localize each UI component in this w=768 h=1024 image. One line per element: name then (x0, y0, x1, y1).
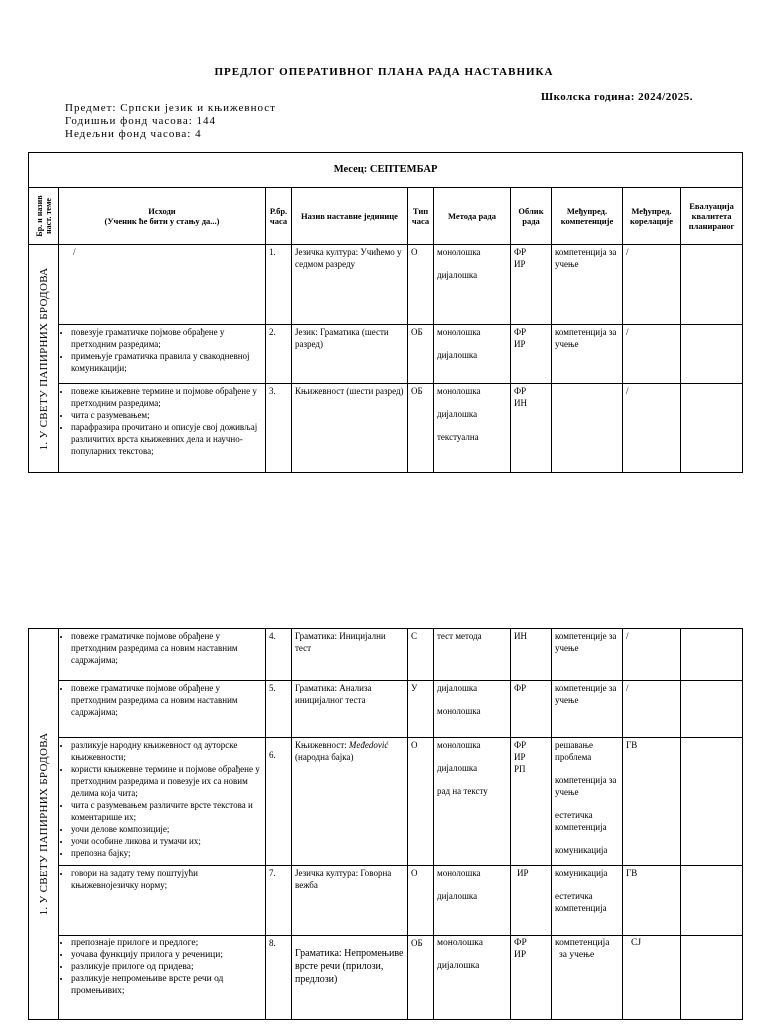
lesson-type: О (408, 738, 434, 866)
table-row (29, 936, 743, 1020)
method-item: дијалошка (437, 763, 478, 773)
form-cell: ФР (511, 681, 552, 738)
outcome-item: • разликује народну књижевност од ауторске књижевности; (71, 739, 262, 763)
method-cell (434, 245, 511, 325)
header-topic-num-label: Бр. и назив наст. теме (34, 195, 53, 237)
form-cell (511, 384, 552, 473)
form-item: ФР (514, 740, 527, 750)
table-row (29, 384, 743, 473)
topic-label: 1. У СВЕТУ ПАПИРНИХ БРОДОВА (37, 732, 50, 916)
topic-cell (29, 629, 59, 1020)
header-type: Тип часа (408, 188, 434, 245)
lesson-type: У (408, 681, 434, 738)
table-row (29, 629, 743, 681)
method-item: дијалошка (437, 891, 478, 901)
outcome-item: • говори на задату тему поштујући књижевнојезичку норму; (71, 867, 262, 891)
competence-cell: компетенција за учење (552, 325, 623, 384)
lesson-type: С (408, 629, 434, 681)
method-item: дијалошка (437, 270, 478, 280)
correlation-cell: / (623, 384, 681, 473)
lesson-type: ОБ (408, 936, 434, 1020)
header-lesson-title: Назив наставне јединице (292, 188, 408, 245)
outcome-item: • користи књижевне термине и појмове обрађене у претходним разредима и повезује их са новим делима која чита; (71, 763, 262, 799)
lesson-num: 7. (266, 866, 292, 936)
lesson-num: 1. (266, 245, 292, 325)
outcomes-cell (59, 936, 266, 1020)
evaluation-cell (681, 681, 743, 738)
competence-item: комуникација (555, 845, 608, 855)
outcomes-cell: / (59, 245, 266, 325)
method-cell: тест метода (434, 629, 511, 681)
lesson-title (292, 738, 408, 866)
method-cell (434, 325, 511, 384)
table-row (29, 681, 743, 738)
competence-item: компетенција за учење (555, 775, 617, 797)
method-item: текстуална (437, 432, 479, 442)
competence-cell (552, 738, 623, 866)
topic-label: 1. У СВЕТУ ПАПИРНИХ БРОДОВА (37, 267, 50, 450)
competence-item: за учење (559, 950, 595, 960)
plan-table-september (28, 152, 743, 473)
lesson-title (292, 936, 408, 1020)
method-item: дијалошка (437, 961, 480, 971)
evaluation-cell (681, 245, 743, 325)
evaluation-cell (681, 936, 743, 1020)
form-cell: ИН (511, 629, 552, 681)
lesson-title-italic: Međedović (348, 740, 389, 750)
competence-cell: компетенције за учење (552, 629, 623, 681)
correlation-cell: ГВ (623, 866, 681, 936)
outcome-item: • чита с разумевањем различите врсте текстова и коментарише их; (71, 799, 262, 823)
header-lesson-num: Р.бр. часа (266, 188, 292, 245)
form-item: ФР (514, 938, 527, 948)
lesson-num: 3. (266, 384, 292, 473)
header-correlation: Међупред. корелације (623, 188, 681, 245)
header-evaluation: Евалуација квалитета планираног (681, 188, 743, 245)
outcomes-cell (59, 325, 266, 384)
competence-item: комуникација (555, 868, 608, 878)
outcomes-cell (59, 629, 266, 681)
form-cell: ИР (511, 866, 552, 936)
form-cell (511, 325, 552, 384)
method-item: монолошка (437, 868, 481, 878)
header-outcomes-sub: (Ученик ће бити у стању да...) (104, 216, 220, 226)
form-item: ИР (514, 339, 526, 349)
form-item: ФР (514, 247, 527, 257)
method-cell (434, 681, 511, 738)
header-competence: Међупред. компетенције (552, 188, 623, 245)
month-header: Месец: СЕПТЕМБАР (29, 153, 743, 188)
lesson-title-text: Граматика: Непромењиве врсте речи (прилози, предлози) (295, 948, 404, 985)
outcome-item: • парафразира прочитано и описује свој доживљај различитих врста књижевних дела и научно-популарних текстова; (71, 421, 262, 457)
outcome-item: • разликује непромењиве врсте речи од промењивих; (71, 973, 262, 997)
lesson-title: Књижевност (шести разред) (292, 384, 408, 473)
outcome-item: • уочи делове композиције; (71, 823, 262, 835)
lesson-num (266, 738, 292, 866)
form-cell (511, 738, 552, 866)
header-topic-num (29, 188, 59, 245)
school-year: Школска година: 2024/2025. (541, 91, 693, 103)
outcome-item: • уочи особине ликова и тумачи их; (71, 835, 262, 847)
method-item: монолошка (437, 327, 481, 337)
form-item: РП (514, 764, 526, 774)
form-item: ИР (514, 950, 527, 960)
lesson-type: ОБ (408, 325, 434, 384)
outcomes-cell (59, 681, 266, 738)
lesson-title: Граматика: Иницијални тест (292, 629, 408, 681)
evaluation-cell (681, 629, 743, 681)
form-item: ИН (514, 398, 527, 408)
correlation-cell: / (623, 245, 681, 325)
competence-cell (552, 866, 623, 936)
lesson-num: 2. (266, 325, 292, 384)
competence-item: естетичка компетенција (555, 891, 607, 913)
outcome-item: • препознаје прилоге и предлоге; (71, 937, 262, 949)
competence-cell (552, 936, 623, 1020)
form-item: ИР (514, 752, 526, 762)
form-cell (511, 245, 552, 325)
correlation-cell: ГВ (623, 738, 681, 866)
method-cell (434, 384, 511, 473)
header-method: Метода рада (434, 188, 511, 245)
lesson-num: 8. (266, 936, 292, 1020)
method-item: дијалошка (437, 409, 478, 419)
method-item: монолошка (437, 247, 481, 257)
method-cell (434, 866, 511, 936)
outcome-item: • повеже граматичке појмове обрађене у претходним разредима са новим наставним садржајима; (71, 682, 262, 718)
correlation-cell: СЈ (623, 936, 681, 1020)
method-item: монолошка (437, 740, 481, 750)
method-item: монолошка (437, 706, 481, 716)
competence-item: компетенција (555, 938, 610, 948)
method-item: рад на тексту (437, 786, 488, 796)
method-item: дијалошка (437, 350, 478, 360)
header-form: Облик рада (511, 188, 552, 245)
outcome-item: • повезује граматичке појмове обрађене у претходним разредима; (71, 326, 262, 350)
competence-cell: компетенција за учење (552, 245, 623, 325)
competence-item: решавање проблема (555, 740, 594, 762)
header-outcomes (59, 188, 266, 245)
method-item: дијалошка (437, 683, 478, 693)
method-cell (434, 936, 511, 1020)
method-item: монолошка (437, 938, 483, 948)
annual-hours-line: Годишњи фонд часова: 144 (65, 115, 217, 127)
correlation-cell: / (623, 629, 681, 681)
topic-cell (29, 245, 59, 473)
evaluation-cell (681, 325, 743, 384)
form-item: ИР (514, 259, 526, 269)
lesson-title: Језик: Граматика (шести разред) (292, 325, 408, 384)
table-row (29, 738, 743, 866)
document-title: ПРЕДЛОГ ОПЕРАТИВНОГ ПЛАНА РАДА НАСТАВНИКА (214, 66, 554, 78)
form-item: ФР (514, 386, 527, 396)
outcome-item: • повеже граматичке појмове обрађене у претходним разредима са новим наставним садржајима; (71, 630, 262, 666)
method-cell (434, 738, 511, 866)
lesson-type: ОБ (408, 384, 434, 473)
table-row (29, 325, 743, 384)
competence-cell: компетенције за учење (552, 681, 623, 738)
form-cell (511, 936, 552, 1020)
evaluation-cell (681, 384, 743, 473)
evaluation-cell (681, 738, 743, 866)
lesson-type: О (408, 866, 434, 936)
lesson-title: Језичка култура: Учићемо у седмом разреду (292, 245, 408, 325)
lesson-title: Језичка култура: Говорна вежба (292, 866, 408, 936)
lesson-num-value: 6. (269, 750, 276, 760)
correlation-cell: / (623, 681, 681, 738)
plan-table-continued (28, 628, 743, 1020)
outcome-item: • примењује граматичка правила у свакодневној комуникацији; (71, 350, 262, 374)
evaluation-cell (681, 866, 743, 936)
table-row (29, 866, 743, 936)
lesson-title-prefix: Књижевност: (295, 740, 349, 750)
header-outcomes-label: Исходи (148, 206, 176, 216)
competence-item: естетичка компетенција (555, 810, 607, 832)
outcome-item: • разликује прилоге од придева; (71, 961, 262, 973)
lesson-num: 5. (266, 681, 292, 738)
competence-cell (552, 384, 623, 473)
outcomes-cell (59, 738, 266, 866)
outcome-item: • повеже књижевне термине и појмове обрађене у претходним разредима; (71, 385, 262, 409)
correlation-cell: / (623, 325, 681, 384)
method-item: монолошка (437, 386, 481, 396)
outcome-item: • препозна бајку; (71, 847, 262, 859)
form-item: ФР (514, 327, 527, 337)
subject-line: Предмет: Српски језик и књижевност (65, 102, 276, 114)
outcome-item: • уочава функцију прилога у реченици; (71, 949, 262, 961)
table-row (29, 245, 743, 325)
outcome-item: • чита с разумевањем; (71, 409, 262, 421)
lesson-type: О (408, 245, 434, 325)
lesson-title-suffix: (народна бајка) (295, 752, 354, 762)
lesson-num: 4. (266, 629, 292, 681)
outcomes-cell (59, 384, 266, 473)
weekly-hours-line: Недељни фонд часова: 4 (65, 128, 202, 140)
outcomes-cell (59, 866, 266, 936)
lesson-title: Граматика: Анализа иницијалног теста (292, 681, 408, 738)
